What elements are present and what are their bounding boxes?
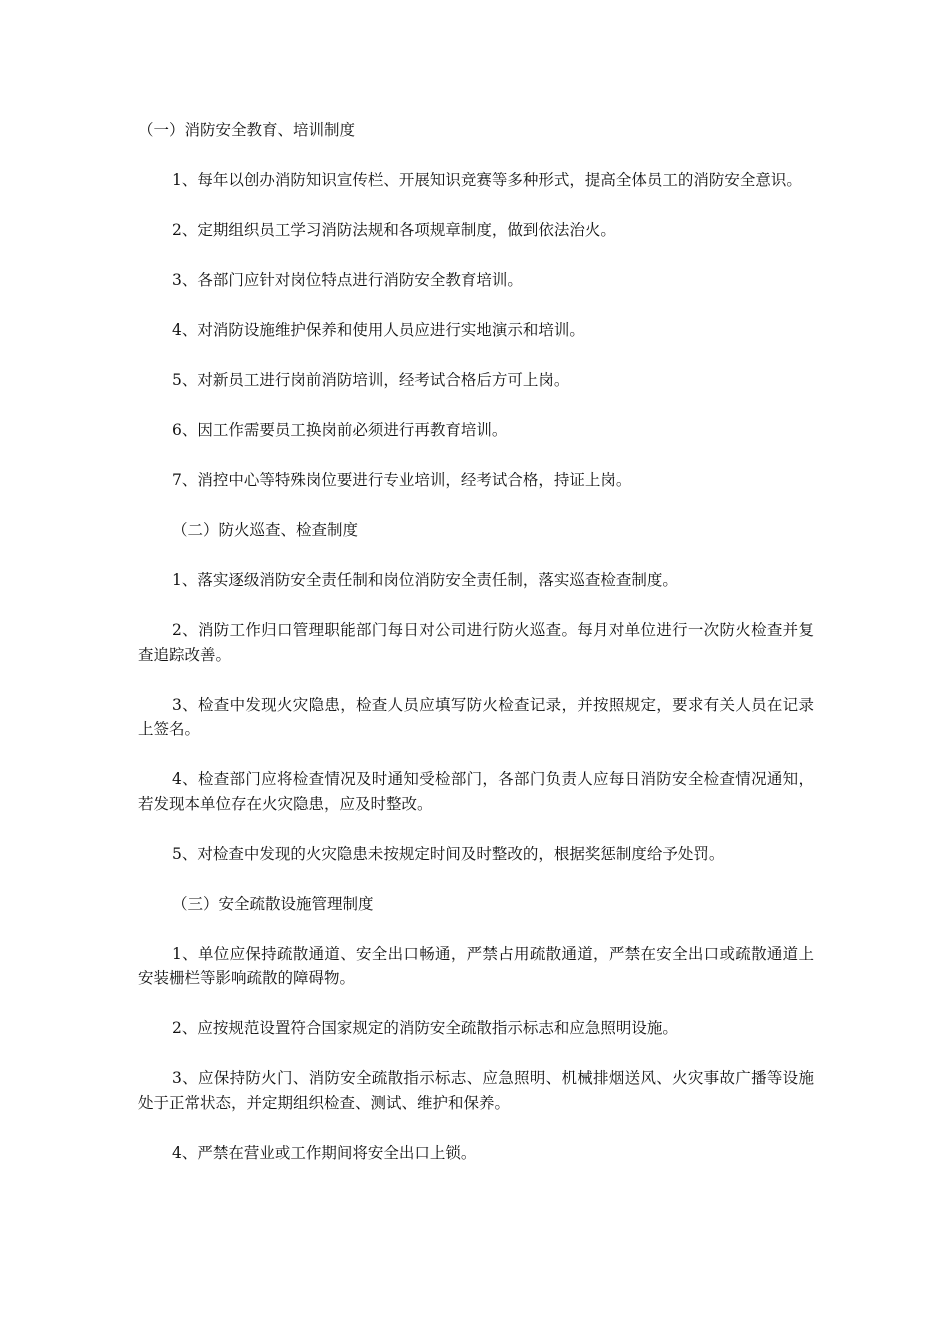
paragraph-item: 5、对新员工进行岗前消防培训，经考试合格后方可上岗。 (172, 371, 570, 389)
paragraph-item: 4、检查部门应将检查情况及时通知受检部门，各部门负责人应每日消防安全检查情况通知，若发现本单位存在火灾隐患，应及时整改。 (138, 770, 814, 813)
paragraph-item: 1、落实逐级消防安全责任制和岗位消防安全责任制，落实巡查检查制度。 (172, 571, 678, 589)
paragraph-item: 5、对检查中发现的火灾隐患未按规定时间及时整改的，根据奖惩制度给予处罚。 (172, 844, 725, 863)
paragraph-item: 1、每年以创办消防知识宣传栏、开展知识竞赛等多种形式，提高全体员工的消防安全意识。 (172, 171, 802, 189)
paragraph-item: 3、各部门应针对岗位特点进行消防安全教育培训。 (172, 271, 523, 289)
section-heading-3: （三）安全疏散设施管理制度 (172, 894, 374, 913)
paragraph-item: 4、严禁在营业或工作期间将安全出口上锁。 (172, 1143, 477, 1162)
document-page (138, 118, 814, 1191)
paragraph-item: 7、消控中心等特殊岗位要进行专业培训，经考试合格，持证上岗。 (172, 471, 632, 489)
paragraph-item: 2、应按规范设置符合国家规定的消防安全疏散指示标志和应急照明设施。 (172, 1019, 678, 1037)
paragraph-item: 2、定期组织员工学习消防法规和各项规章制度，做到依法治火。 (172, 221, 616, 239)
section-heading-2: （二）防火巡查、检查制度 (172, 521, 359, 539)
paragraph-item: 2、消防工作归口管理职能部门每日对公司进行防火巡查。每月对单位进行一次防火检查并复查追踪改善。 (138, 621, 814, 664)
paragraph-item: 6、因工作需要员工换岗前必须进行再教育培训。 (172, 421, 508, 439)
paragraph-item: 3、检查中发现火灾隐患，检查人员应填写防火检查记录，并按照规定，要求有关人员在记录上签名。 (138, 695, 814, 738)
paragraph-item: 4、对消防设施维护保养和使用人员应进行实地演示和培训。 (172, 321, 585, 339)
paragraph-item: 1、单位应保持疏散通道、安全出口畅通，严禁占用疏散通道，严禁在安全出口或疏散通道上安装栅栏等影响疏散的障碍物。 (138, 944, 814, 987)
paragraph-item: 3、应保持防火门、消防安全疏散指示标志、应急照明、机械排烟送风、火灾事故广播等设施处于正常状态，并定期组织检查、测试、维护和保养。 (138, 1069, 814, 1112)
section-heading-1: （一）消防安全教育、培训制度 (138, 121, 356, 139)
